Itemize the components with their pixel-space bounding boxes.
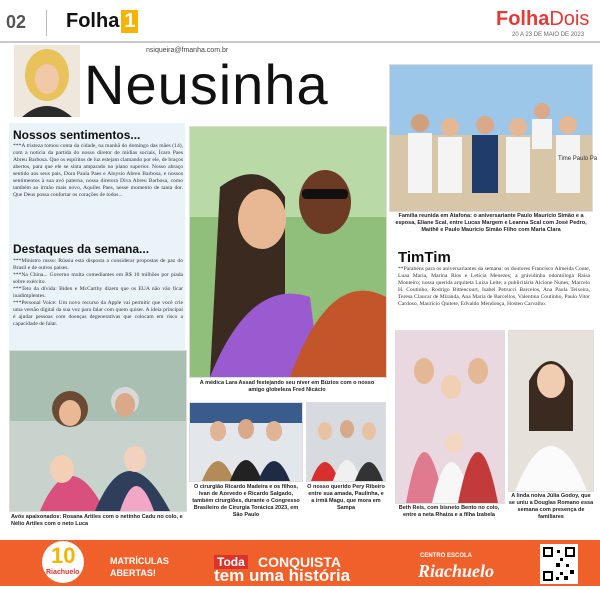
section-title-destaques: Destaques da semana... <box>13 242 150 256</box>
header-rule <box>0 41 600 43</box>
section-title-sentimentos: Nossos sentimentos... <box>13 128 141 142</box>
banner-abertas: ABERTAS! <box>110 568 156 578</box>
page-number: 02 <box>6 12 27 32</box>
edition-date: 20 A 23 DE MAIO DE 2023 <box>512 32 585 38</box>
section-text-sentimentos: ***A tristeza tomou conta da cidade, na manhã do domingo das mães (14), com a notícia da partida do nosso diretor de mídias sociais, Ícaro Paes Abreu Barbosa. Que os espíritos de luz estejam clamando por ele, de braços abertos, para que ele se sinta amparado no plano superior. Nosso abraço sentido aos seus pais, Dora Paula Paes e Aluysio Abreu Barbosa, e nossos sentimentos à sua avó paterna, nossa diretora Diva Abreu Barbosa, como também ao irmão mais novo, Aquiles Paes, nesse momento de tanta dor. Que Deus possa confortar os corações de todos... <box>13 143 183 198</box>
school-name: Riachuelo <box>418 561 495 581</box>
caption-beth: Beth Reis, com bisneto Bento no colo, entre a neta Rhaiza e a filha Izabela <box>398 505 500 518</box>
photo-beth-reis <box>395 330 505 504</box>
folhadois-logo-text: Folha <box>496 8 550 30</box>
caption-avos: Avós apaixonados: Rosana Artiles com o netinho Cadu no colo, e Nélio Artiles com o neto Luca <box>11 514 183 527</box>
columnist-email[interactable]: nsiqueira@fmanha.com.br <box>146 47 229 54</box>
timtim-title: TimTim <box>398 249 451 266</box>
folhadois-logo <box>496 8 589 31</box>
destaques-item: ***Na China... Governo multa comediantes em R$ 10 milhões por piada sobre exército. <box>13 272 183 285</box>
destaques-item: ***Teto da dívida: Biden e McCarthy dizem que os EUA não vão ficar inadimplentes. <box>13 286 183 299</box>
shirt-text: Time Paulo Pa <box>558 156 598 162</box>
columnist-portrait <box>14 45 80 117</box>
photo-avos-apaixonados <box>9 350 187 512</box>
folhadois-logo-suffix: Dois <box>549 8 590 30</box>
column-title: Neusinha <box>84 53 329 116</box>
banner-historia: tem uma história <box>214 566 351 585</box>
photo-medica-buzios <box>189 126 387 378</box>
caption-familia: Família reunida em Atafona: o aniversariante Paulo Maurício Simão e a esposa, Eliane Scal, entre Lucas Margem e Leanna Scal com José Pedro, Maithê e Paulo Maurício Simão Filho com Maria Clara <box>395 213 587 233</box>
banner-matriculas: MATRÍCULAS <box>110 556 169 566</box>
anniversary-badge-word: Riachuelo <box>46 569 80 576</box>
banner-conquista: CONQUISTA <box>258 554 341 570</box>
timtim-text: **Parabéns para os aniversariantes da semana: os doutores Francisco Almeida Conte, Luaa Maria, Marina Rios e Letícia Menezes; a grávidinha odontóloga Raisa Monteiro; nossa querida arquiteta Luiza Leite; a publicitária Alcione Nunes; Marcelo H. Coutinho, Rodrigo Bittencourt, Isabel Petrucci Barcelos, Ana Paula Teixeira, Teresa Claucar de Miranda, Ana Maria de Barcellos, Valentina Coutinho, Paulo Vitor Cardoso, Maurício Quitete, Edvaldo Mendonça, Hosten Carvalho. <box>398 266 590 307</box>
photo-noiva-julia <box>508 330 594 492</box>
header-divider <box>46 10 47 36</box>
anniversary-badge-number: 10 <box>51 543 76 568</box>
photo-cirurgiao <box>189 402 303 482</box>
folha1-logo-badge: 1 <box>121 10 138 33</box>
caption-noiva: A linda noiva Júlia Godoy, que se uniu a Douglas Romano essa semana com presença de familiares <box>508 493 594 520</box>
photo-familia-atafona <box>389 64 598 212</box>
qr-code-icon[interactable] <box>540 544 578 584</box>
destaques-item: ***Personal Voice: Um novo recurso da Apple vai permitir que você crie uma versão digital da sua voz para falar com quem quiser. A ideia principal é ajudar pessoas com doenças degenerativas que colocam em risco a capacidade de falar. <box>13 300 183 327</box>
banner-toda: Toda <box>214 555 248 569</box>
caption-medica: A médica Lara Assad festejando seu níver em Búzios com o nosso amigo globeleza Fred Nicácio <box>199 380 375 393</box>
folha1-logo <box>66 10 138 33</box>
school-top-label: CENTRO ESCOLA <box>420 553 473 559</box>
caption-cirurgiao: O cirurgião Ricardo Madeira e os filhos, Ivan de Azevedo e Ricardo Salgado, também cirurgiões, durante o Congresso Brasileiro de Cirurgia Torácica 2023, em São Paulo <box>192 484 300 518</box>
caption-pery: O nosso querido Pery Ribeiro entre sua amada, Paulinha, e a irmã Magu, que mora em Sampa <box>307 484 385 511</box>
destaques-item: ***Ministro russo: Rússia está disposta a considerar propostas de paz do Brasil e de outros países. <box>13 258 183 271</box>
folha1-logo-text: Folha <box>66 10 120 32</box>
photo-pery-ribeiro <box>306 402 386 482</box>
